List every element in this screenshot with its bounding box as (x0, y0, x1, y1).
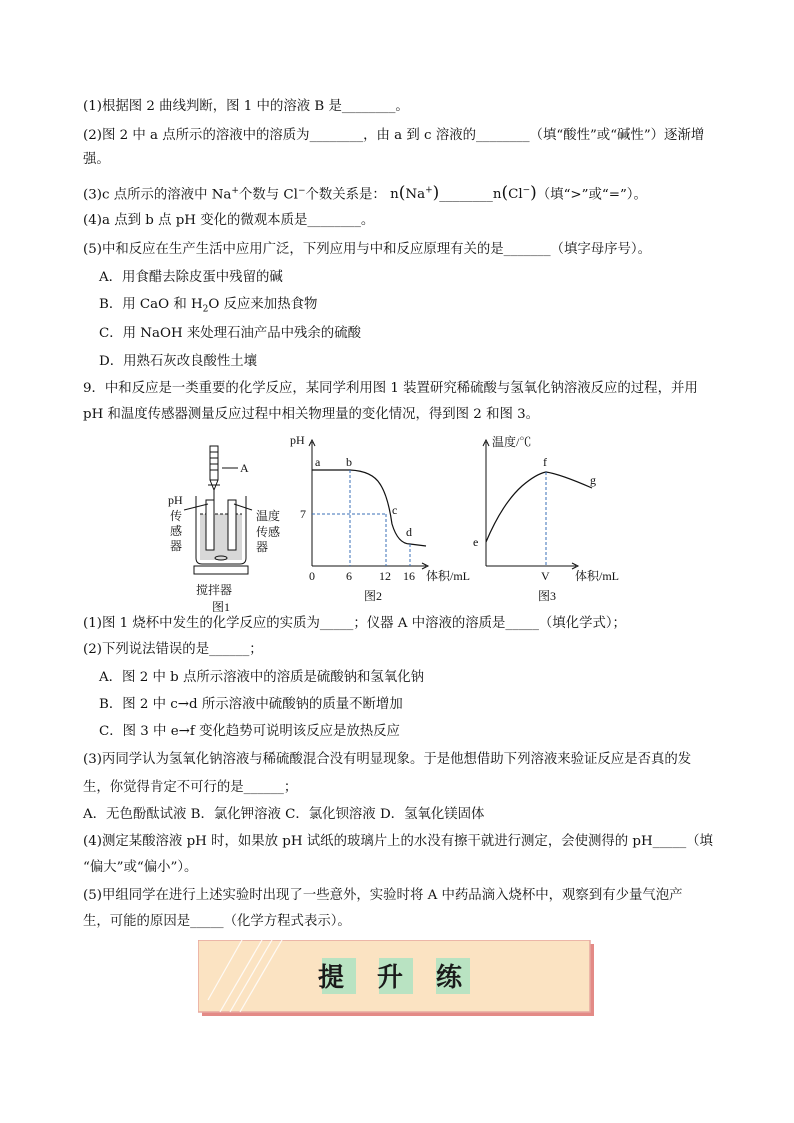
label-ph-4: 器 (170, 539, 183, 553)
figures-row (160, 434, 640, 612)
q8-part2: (2)图 2 中 a 点所示的溶液中的溶质为________，由 a 到 c 溶液的________（填“酸性”或“碱性”）逐渐增 (83, 128, 705, 143)
q9-part3: (3)丙同学认为氢氧化钠溶液与稀硫酸混合没有明显现象。于是他想借助下列溶液来验证反应是否真的发 (83, 752, 692, 767)
fig3-tick-v: V (541, 569, 550, 583)
label-temp-2: 传感 (256, 525, 281, 539)
fig3-point-f: f (543, 455, 547, 469)
q8-option-c: C．用 NaOH 来处理石油产品中残余的硫酸 (99, 326, 361, 341)
label-ph-2: 传 (170, 509, 183, 523)
cl-charge: − (297, 186, 306, 196)
fig3-point-e: e (473, 535, 479, 549)
caption-figure-1: 图1 (212, 600, 231, 612)
q9-option-c: C．图 3 中 e→f 变化趋势可说明该反应是放热反应 (99, 724, 400, 739)
fig3-point-g: g (590, 473, 596, 487)
fig2-point-b: b (346, 455, 352, 469)
fig3-x-axis-label: 体积/mL (575, 569, 619, 583)
n-na-expr: n(Na+) (390, 183, 440, 204)
q9-part2: (2)下列说法错误的是______； (83, 642, 263, 657)
caption-figure-3: 图3 (538, 589, 557, 603)
q9-part5-cont: 生，可能的原因是_____（化学方程式表示）。 (83, 914, 351, 929)
q9-option-a: A．图 2 中 b 点所示溶液中的溶质是硫酸钠和氢氧化钠 (99, 670, 424, 685)
na-charge: + (231, 186, 239, 196)
figure-3-temperature-chart (483, 440, 592, 569)
q9-part1: (1)图 1 烧杯中发生的化学反应的实质为_____；仪器 A 中溶液的溶质是_____（填化学式）； (83, 616, 626, 631)
fig3-y-axis-label: 温度/℃ (492, 435, 532, 449)
q9-stem-cont: pH 和温度传感器测量反应过程中相关物理量的变化情况，得到图 2 和图 3。 (83, 407, 540, 422)
q9-part4-cont: “偏大”或“偏小”）。 (83, 860, 198, 875)
fig2-tick-0: 0 (309, 569, 315, 583)
fig2-tick-12: 12 (379, 569, 391, 583)
n-cl-expr: n(Cl−) (492, 183, 537, 204)
label-ph-1: pH (168, 493, 183, 507)
q9-part3-cont: 生，你觉得肯定不可行的是______； (83, 780, 298, 795)
q8-option-b: B．用 CaO 和 $H_2O$ 反应来加热食物 (99, 297, 318, 315)
q9-part3-options: A．无色酚酞试液 B．氯化钾溶液 C．氯化钡溶液 D．氢氧化镁固体 (83, 807, 485, 822)
label-temp-3: 器 (256, 540, 269, 554)
q8-part2-cont: 强。 (83, 152, 110, 167)
q8-part3-blank: ________ (439, 187, 493, 203)
h2o-subscript: 2 (202, 304, 209, 315)
q8-option-a: A．用食醋去除皮蛋中残留的碱 (99, 270, 283, 285)
q9-part5: (5)甲组同学在进行上述实验时出现了一些意外，实验时将 A 中药品滴入烧杯中，观察到有少量气泡产 (83, 888, 683, 903)
label-stirrer: 搅拌器 (196, 583, 233, 597)
banner-title: 提 升 练 (317, 963, 475, 993)
figure-2-ph-chart (309, 440, 428, 569)
fig2-x-axis-label: 体积/mL (426, 569, 470, 583)
q8-part3 (83, 181, 647, 205)
q9-part4: (4)测定某酸溶液 pH 时，如果放 pH 试纸的玻璃片上的水没有擦干就进行测定，会使测得的 pH_____（填 (83, 834, 713, 849)
label-temp-1: 温度 (256, 509, 281, 523)
fig2-point-d: d (406, 525, 412, 539)
q8-part3-c: 个数关系是： (305, 187, 386, 203)
fig2-tick-16: 16 (403, 569, 415, 583)
q8-part3-a: (3)c 点所示的溶液中 Na (83, 187, 232, 203)
q8-part3-d: （填“>”或“=”）。 (536, 187, 647, 203)
q8-part4: (4)a 点到 b 点 pH 变化的微观本质是________。 (83, 213, 375, 228)
fig2-y-axis-label: pH (290, 434, 305, 447)
label-ph-3: 感 (170, 524, 183, 538)
section-banner (198, 940, 594, 1016)
caption-figure-2: 图2 (364, 589, 383, 603)
fig2-point-c: c (392, 503, 398, 517)
fig2-tick-7: 7 (300, 507, 306, 521)
fig2-tick-6: 6 (346, 569, 352, 583)
q9-stem: 9．中和反应是一类重要的化学反应，某同学利用图 1 装置研究稀硫酸与氢氧化钠溶液反应的过程，并用 (83, 381, 698, 396)
q8-part3-b: 个数与 Cl (238, 187, 298, 203)
q9-option-b: B．图 2 中 c→d 所示溶液中硫酸钠的质量不断增加 (99, 697, 403, 712)
label-a: A (240, 461, 249, 475)
q8-part1: (1)根据图 2 曲线判断，图 1 中的溶液 B 是________。 (83, 99, 409, 114)
q8-part5: (5)中和反应在生产生活中应用广泛，下列应用与中和反应原理有关的是_______（填字母序号）。 (83, 242, 651, 257)
q8-option-d: D．用熟石灰改良酸性土壤 (99, 354, 258, 369)
fig2-point-a: a (315, 455, 321, 469)
